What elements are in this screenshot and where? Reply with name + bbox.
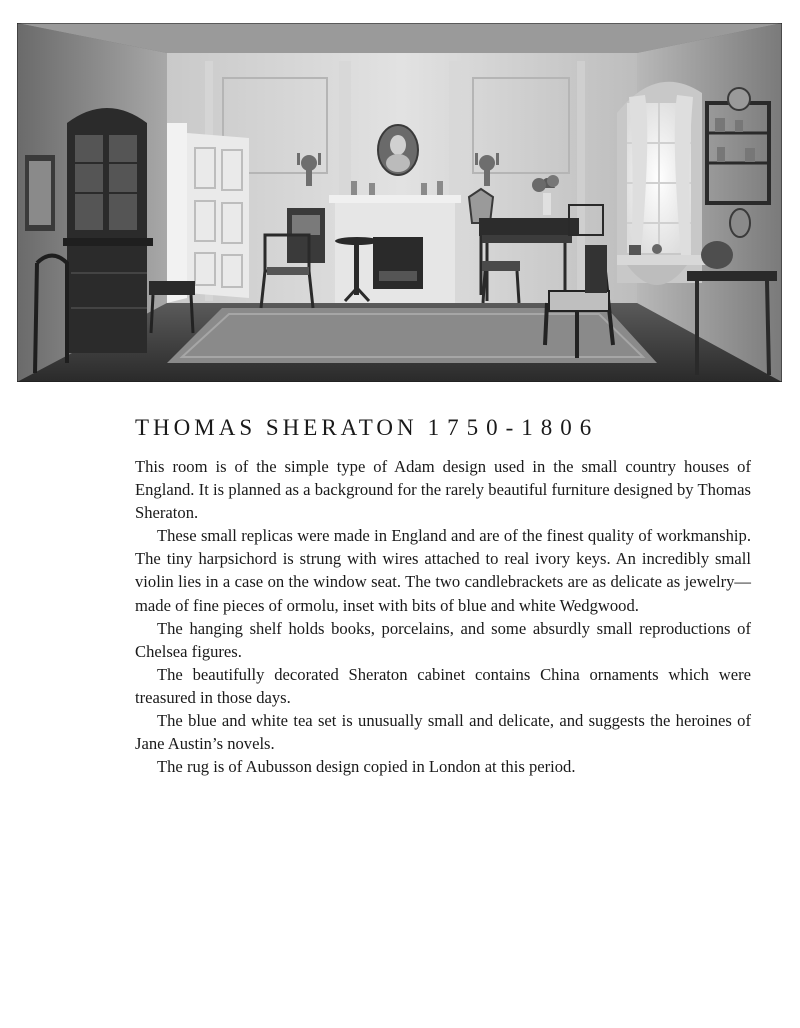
heading-name: THOMAS SHERATON <box>135 415 418 440</box>
room-photograph <box>17 23 782 382</box>
page-heading <box>135 412 755 444</box>
paragraph: The beautifully decorated Sheraton cabinet contains China ornaments which were treasured in those days. <box>135 664 751 707</box>
paragraph: The hanging shelf holds books, porcelains, and some absurdly small reproductions of Chelsea figures. <box>135 618 751 661</box>
paragraph: This room is of the simple type of Adam design used in the small country houses of England. It is planned as a background for the rarely beautiful furniture designed by Thomas Sheraton. <box>135 457 751 523</box>
paragraph: These small replicas were made in England and are of the finest quality of workmanship. The tiny harpsichord is strung with wires attached to real ivory keys. An incredibly small violin lies in a case on the window seat. The two candlebrackets are as delicate as jewelry—made of fine pieces of ormolu, inset with bits of blue and white Wedgwood. <box>135 526 751 615</box>
paragraph: The rug is of Aubusson design copied in London at this period. <box>157 757 576 777</box>
heading-dates: 1750-1806 <box>427 415 600 440</box>
body-text <box>135 455 751 778</box>
paragraph: The blue and white tea set is unusually small and delicate, and suggests the heroines of Jane Austin’s novels. <box>135 711 751 754</box>
